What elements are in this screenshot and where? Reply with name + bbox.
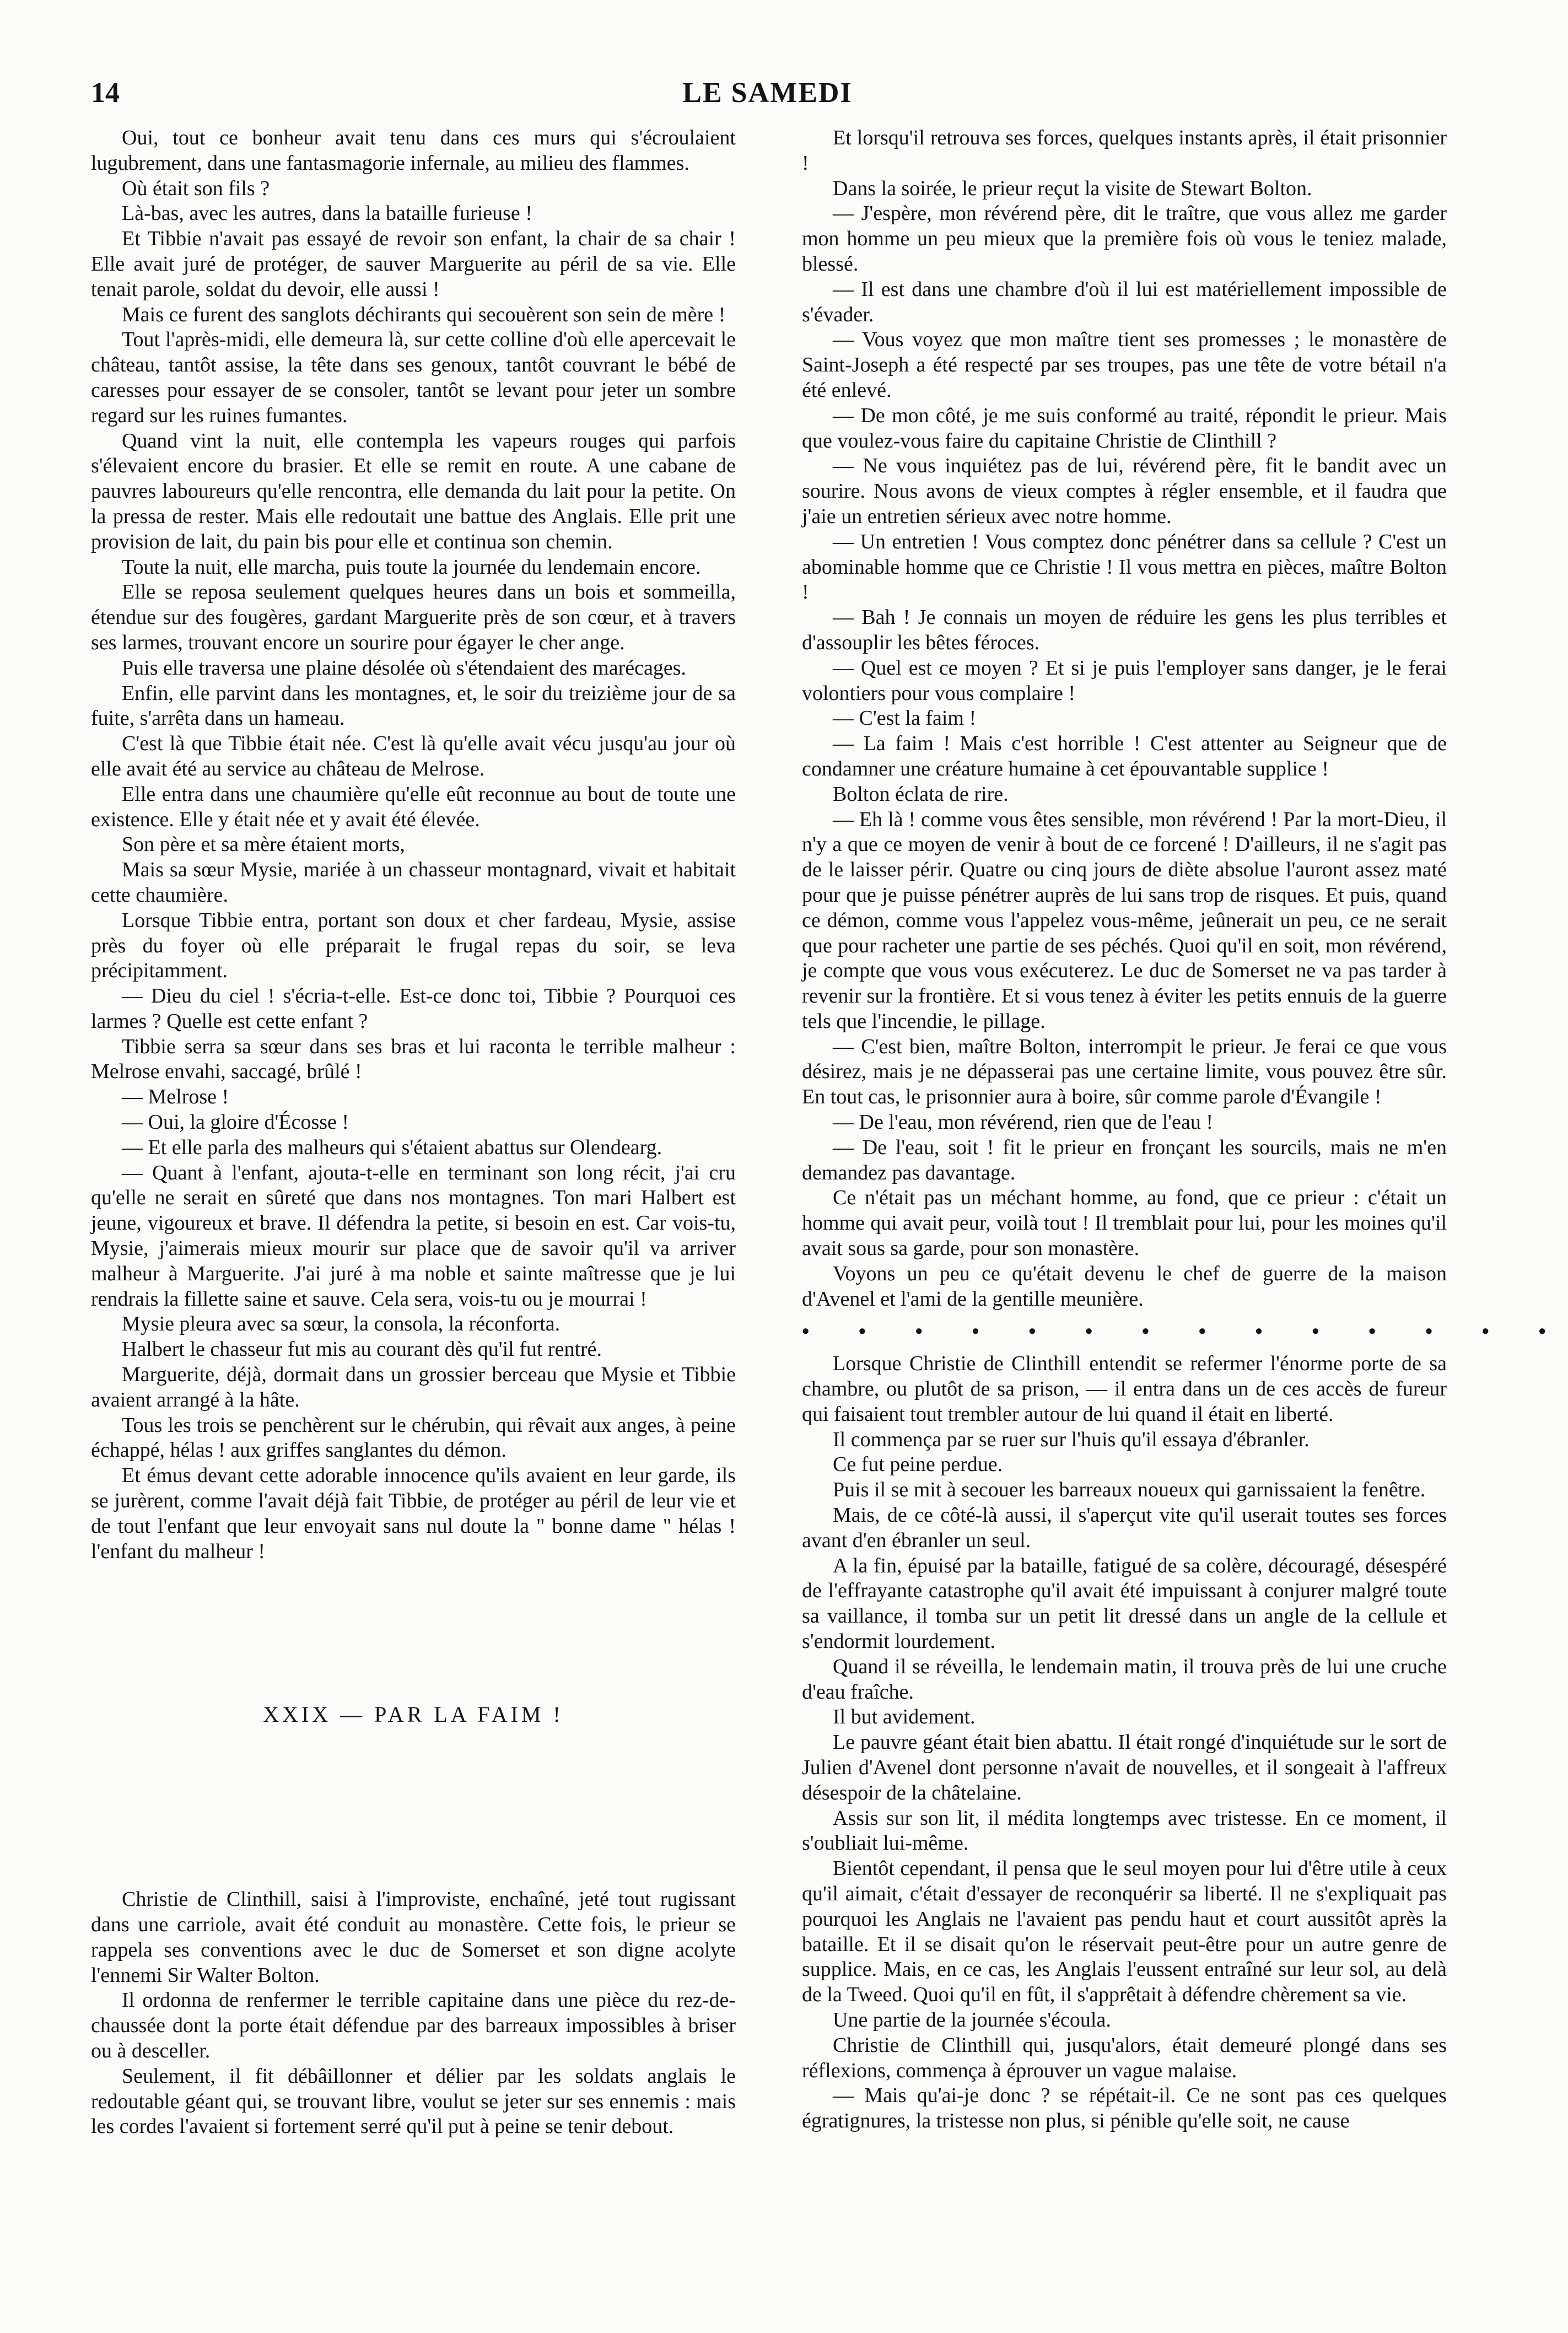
paragraph: — Bah ! Je connais un moyen de réduire les gens les plus terribles et d'assouplir les bêtes féroces. [802, 606, 1447, 654]
paragraph: C'est là que Tibbie était née. C'est là qu'elle avait vécu jusqu'au jour où elle avait été au service au château de Melrose. [91, 732, 736, 780]
paragraph: Et émus devant cette adorable innocence qu'ils avaient en leur garde, ils se jurèrent, comme l'avait déjà fait Tibbie, de protéger au péril de leur vie et de tout l'enfant que leur envoyait sans nul doute la " bonne dame " hélas ! l'enfant du malheur ! [91, 1464, 736, 1563]
paragraph: Mysie pleura avec sa sœur, la consola, la réconforta. [122, 1312, 561, 1336]
paragraph: — La faim ! Mais c'est horrible ! C'est attenter au Seigneur que de condamner une créature humaine à cet épouvantable supplice ! [802, 732, 1447, 780]
paragraph: — Vous voyez que mon maître tient ses promesses ; le monastère de Saint-Joseph a été respecté par ses troupes, pas une tête de votre bétail n'a été enlevé. [802, 328, 1447, 402]
paragraph: Seulement, il fit débâillonner et délier par les soldats anglais le redoutable géant qui, se trouvant libre, voulut se jeter sur ses ennemis : mais les cordes l'avaient si fortement serré qu'il put à peine se tenir debout. [91, 2064, 736, 2138]
page-header [91, 74, 1444, 112]
paragraph: Ce fut peine perdue. [833, 1453, 1003, 1477]
paragraph: Marguerite, déjà, dormait dans un grossier berceau que Mysie et Tibbie avaient arrangé à la hâte. [91, 1363, 736, 1411]
paragraph: Et lorsqu'il retrouva ses forces, quelques instants après, il était prisonnier ! [802, 126, 1447, 175]
paragraph: Son père et sa mère étaient morts, [122, 833, 405, 856]
paragraph: Puis il se mit à secouer les barreaux noueux qui garnissaient la fenêtre. [833, 1478, 1426, 1502]
paragraph: — C'est bien, maître Bolton, interrompit le prieur. Je ferai ce que vous désirez, mais je ne dépasserai pas une certaine limite, vous pouvez être sûr. En tout cas, le prisonnier aura à boire, sûr comme parole d'Évangile ! [802, 1035, 1447, 1109]
paragraph: Christie de Clinthill qui, jusqu'alors, était demeuré plongé dans ses réflexions, commença à éprouver un vague malaise. [802, 2033, 1447, 2082]
left-column-bottom-text [91, 1887, 736, 2140]
left-column [91, 126, 736, 2303]
paragraph: Bientôt cependant, il pensa que le seul moyen pour lui d'être utile à ceux qu'il aimait, c'était d'essayer de reconquérir sa liberté. Il ne s'expliquait pas pourquoi les Anglais ne l'avaient pas pendu haut et court aussitôt après la bataille. Et il se disait qu'on le réservait peut-être pour un autre genre de supplice. Mais, en ce cas, les Anglais l'eussent entraîné sur leur sol, au delà de la Tweed. Quoi qu'il en fût, il s'apprêtait à défendre chèrement sa vie. [802, 1857, 1447, 2007]
paragraph: Une partie de la journée s'écoula. [833, 2008, 1111, 2032]
paragraph: — Et elle parla des malheurs qui s'étaient abattus sur Olendearg. [122, 1135, 662, 1159]
paragraph: Bolton éclata de rire. [833, 782, 1009, 806]
page-number: 14 [91, 77, 120, 109]
paragraph: — Ne vous inquiétez pas de lui, révérend père, fit le bandit avec un sourire. Nous avons de vieux comptes à régler ensemble, et il faudra que j'aie un entretien sérieux avec notre homme. [802, 454, 1447, 528]
section-separator: • • • • • • • • • • • • • • [802, 1320, 1568, 1344]
paragraph: Enfin, elle parvint dans les montagnes, et, le soir du treizième jour de sa fuite, s'arrêta dans un hameau. [91, 681, 736, 730]
paragraph: Elle entra dans une chaumière qu'elle eût reconnue au bout de toute une existence. Elle y était née et y avait été élevée. [91, 782, 736, 831]
paragraph: Christie de Clinthill, saisi à l'improviste, enchaîné, jeté tout rugissant dans une carriole, avait été conduit au monastère. Cette fois, le prieur se rappela ses conventions avec le duc de Somerset et son digne acolyte l'ennemi Sir Walter Bolton. [91, 1888, 736, 1987]
paragraph: Tibbie serra sa sœur dans ses bras et lui raconta le terrible malheur : Melrose envahi, saccagé, brûlé ! [91, 1035, 736, 1084]
paragraph: — Oui, la gloire d'Écosse ! [122, 1111, 349, 1134]
paragraph: Tous les trois se penchèrent sur le chérubin, qui rêvait aux anges, à peine échappé, hélas ! aux griffes sanglantes du démon. [91, 1413, 736, 1462]
paragraph: Mais sa sœur Mysie, mariée à un chasseur montagnard, vivait et habitait cette chaumière. [91, 858, 736, 907]
chapter-title: XXIX — PAR LA FAIM ! [263, 1702, 564, 1727]
paragraph: Et Tibbie n'avait pas essayé de revoir son enfant, la chair de sa chair ! Elle avait juré de protéger, de sauver Marguerite au péril de sa vie. Elle tenait parole, soldat du devoir, elle aussi ! [91, 227, 736, 301]
paragraph: Il commença par se ruer sur l'huis qu'il essaya d'ébranler. [833, 1427, 1310, 1451]
paragraph: — Dieu du ciel ! s'écria-t-elle. Est-ce donc toi, Tibbie ? Pourquoi ces larmes ? Quelle est cette enfant ? [91, 984, 736, 1033]
paragraph: — J'espère, mon révérend père, dit le traître, que vous allez me garder mon homme un peu mieux que la première fois où vous le teniez malade, blessé. [802, 202, 1447, 276]
paragraph: — Quel est ce moyen ? Et si je puis l'employer sans danger, je le ferai volontiers pour vous complaire ! [802, 656, 1447, 705]
paragraph: Toute la nuit, elle marcha, puis toute la journée du lendemain encore. [122, 555, 701, 579]
paragraph: Puis elle traversa une plaine désolée où s'étendaient des marécages. [122, 656, 686, 680]
paragraph: — C'est la faim ! [833, 707, 977, 730]
right-column-bottom-text [802, 1351, 1447, 2134]
paragraph: Tout l'après-midi, elle demeura là, sur cette colline d'où elle apercevait le château, tantôt assise, la tête dans ses genoux, tantôt couvrant le bébé de caresses pour essayer de se consoler, tantôt se levant pour jeter un sombre regard sur les ruines fumantes. [91, 328, 736, 427]
right-column-top-text [802, 126, 1447, 1312]
paragraph: Lorsque Christie de Clinthill entendit se refermer l'énorme porte de sa chambre, ou plutôt de sa prison, — il entra dans un de ces accès de fureur qui faisaient tout trembler autour de lui quand il était en liberté. [802, 1352, 1447, 1426]
paragraph: — Un entretien ! Vous comptez donc pénétrer dans sa cellule ? C'est un abominable homme que ce Christie ! Il vous mettra en pièces, maître Bolton ! [802, 530, 1447, 604]
paragraph: — Eh là ! comme vous êtes sensible, mon révérend ! Par la mort-Dieu, il n'y a que ce moyen de venir à bout de ce forcené ! D'ailleurs, il ne s'agit pas de le laisser périr. Quatre ou cinq jours de diète absolue l'auront assez maté pour que je puisse pénétrer auprès de lui sans trop de risques. Et puis, quand ce démon, comme vous l'appelez vous-même, jeûnerait un peu, ce ne serait que pour racheter une partie de ses péchés. Quoi qu'il en soit, mon révérend, je compte que vous vous exécuterez. Le duc de Somerset ne va pas tarder à revenir sur la frontière. Et si vous tenez à éviter les petits ennuis de la guerre tels que l'incendie, le pillage. [802, 807, 1447, 1033]
paragraph: Le pauvre géant était bien abattu. Il était rongé d'inquiétude sur le sort de Julien d'Avenel dont personne n'avait de nouvelles, et il songeait à l'affreux désespoir de la châtelaine. [802, 1731, 1447, 1804]
paragraph: Elle se reposa seulement quelques heures dans un bois et sommeilla, étendue sur des fougères, gardant Marguerite près de son cœur, et à travers ses larmes, trouvant encore un sourire pour égayer le cher ange. [91, 580, 736, 654]
running-title: LE SAMEDI [682, 77, 853, 109]
paragraph: Mais ce furent des sanglots déchirants qui secouèrent son sein de mère ! [122, 303, 726, 326]
paragraph: Il but avidement. [833, 1705, 976, 1729]
paragraph: Halbert le chasseur fut mis au courant dès qu'il fut rentré. [122, 1338, 602, 1361]
paragraph: A la fin, épuisé par la bataille, fatigué de sa colère, découragé, désespéré de l'effrayante catastrophe qu'il avait été impuissant à conjurer malgré toute sa vaillance, il tomba sur un petit lit dressé dans un angle de la cellule et s'endormit lourdement. [802, 1554, 1447, 1653]
paragraph: Ce n'était pas un méchant homme, au fond, que ce prieur : c'était un homme qui avait peur, voilà tout ! Il tremblait pour lui, pour les moines qu'il avait sous sa garde, pour son monastère. [802, 1186, 1447, 1260]
paragraph: — Mais qu'ai-je donc ? se répétait-il. Ce ne sont pas ces quelques égratignures, la tristesse non plus, si pénible qu'elle soit, ne cause [802, 2084, 1447, 2133]
paragraph: — Quant à l'enfant, ajouta-t-elle en terminant son long récit, j'ai cru qu'elle ne serait en sûreté que dans nos montagnes. Ton mari Halbert est jeune, vigoureux et brave. Il défendra la petite, si besoin en est. Car vois-tu, Mysie, j'aimerais mieux mourir sur place que de savoir qu'il va arriver malheur à Marguerite. J'ai juré à ma noble et sainte maîtresse que je lui rendrais la fillette saine et sauve. Cela sera, vois-tu ou je mourrai ! [91, 1161, 736, 1311]
paragraph: Là-bas, avec les autres, dans la bataille furieuse ! [122, 202, 532, 225]
paragraph: Mais, de ce côté-là aussi, il s'aperçut vite qu'il userait toutes ses forces avant d'en ébranler un seul. [802, 1504, 1447, 1552]
paragraph: Où était son fils ? [122, 176, 270, 200]
paragraph: Voyons un peu ce qu'était devenu le chef de guerre de la maison d'Avenel et l'ami de la gentille meunière. [802, 1262, 1447, 1311]
paragraph: Assis sur son lit, il médita longtemps avec tristesse. En ce moment, il s'oubliait lui-même. [802, 1806, 1447, 1855]
paragraph: — De mon côté, je me suis conformé au traité, répondit le prieur. Mais que voulez-vous faire du capitaine Christie de Clinthill ? [802, 403, 1447, 452]
paragraph: — Melrose ! [122, 1085, 229, 1109]
left-column-top-text [91, 126, 736, 1564]
paragraph: Quand il se réveilla, le lendemain matin, il trouva près de lui une cruche d'eau fraîche. [802, 1655, 1447, 1704]
paragraph: — Il est dans une chambre d'où il lui est matériellement impossible de s'évader. [802, 277, 1447, 326]
paragraph: Il ordonna de renfermer le terrible capitaine dans une pièce du rez-de-chaussée dont la porte était défendue par des barreaux impossibles à briser ou à desceller. [91, 1989, 736, 2062]
paragraph: — De l'eau, soit ! fit le prieur en fronçant les sourcils, mais ne m'en demandez pas davantage. [802, 1135, 1447, 1184]
paragraph: Quand vint la nuit, elle contempla les vapeurs rouges qui parfois s'élevaient encore du brasier. Et elle se remit en route. A une cabane de pauvres laboureurs qu'elle rencontra, elle demanda du lait pour la petite. On la pressa de rester. Mais elle redoutait une battue des Anglais. Elle prit une provision de lait, du pain bis pour elle et continua son chemin. [91, 429, 736, 553]
paragraph: Oui, tout ce bonheur avait tenu dans ces murs qui s'écroulaient lugubrement, dans une fantasmagorie infernale, au milieu des flammes. [91, 126, 736, 175]
paragraph: Lorsque Tibbie entra, portant son doux et cher fardeau, Mysie, assise près du foyer où elle préparait le frugal repas du soir, se leva précipitamment. [91, 908, 736, 983]
paragraph: — De l'eau, mon révérend, rien que de l'eau ! [833, 1111, 1214, 1134]
paragraph: Dans la soirée, le prieur reçut la visite de Stewart Bolton. [833, 176, 1312, 200]
right-column [802, 126, 1568, 2303]
